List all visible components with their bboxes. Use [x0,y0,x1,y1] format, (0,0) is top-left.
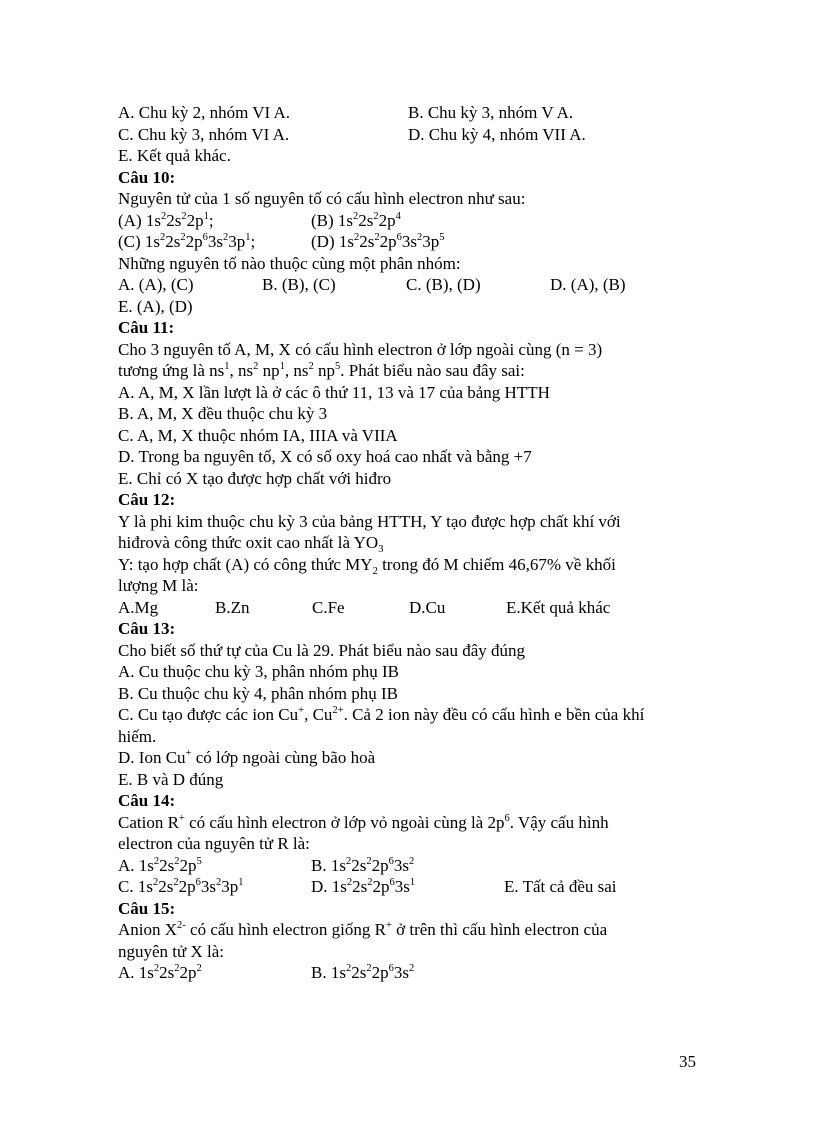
q12-stem-line-2: hiđrovà công thức oxit cao nhất là $YO_3$ [118,533,384,555]
q11-stem-line-2: tương ứng là $ns^1$, $ns^2$ $np^1$, $ns^2$ $np^5$. Phát biểu nào sau đây sai: [118,361,525,380]
q14-title: Câu 14: [118,791,176,810]
q9-option-d: D. Chu kỳ 4, nhóm VII A. [408,124,586,144]
q9-options-row-1 [118,102,718,124]
q10-question: Những nguyên tố nào thuộc cùng một phân nhóm: [118,253,461,273]
q11-option-e: E. Chỉ có X tạo được hợp chất với hiđro [118,468,392,488]
q9-option-c: C. Chu kỳ 3, nhóm VI A. [118,124,290,144]
q12-option-a: A.Mg [118,597,159,617]
q12-stem-line-3: Y: tạo hợp chất (A) có công thức $MY_2$ trong đó M chiếm 46,67% về khối [118,554,616,577]
q11-option-b: B. A, M, X đều thuộc chu kỳ 3 [118,404,328,423]
q10-config-c: (C) $1s^22s^22p^63s^23p^1$; [118,232,256,251]
q10-option-a: A. (A), (C) [118,275,194,294]
q10-option-c: C. (B), (D) [406,275,481,294]
q13-title: Câu 13: [118,619,176,638]
q12-options-row [118,597,718,619]
q13-option-c-line-1: C. Cu tạo được các ion Cu+, $Cu^{2+}$. Cả 2 ion này đều có cấu hình e bền của khí [118,705,645,724]
q10-config-d: (D) $1s^22s^22p^63s^23p^5$ [311,232,445,251]
q12-option-e: E.Kết quả khác [506,597,611,617]
q9-option-e: E. Kết quả khác. [118,146,231,165]
q11-title: Câu 11: [118,318,175,337]
q9-option-b: B. Chu kỳ 3, nhóm V A. [408,103,574,122]
q10-config-b: (B) $1s^22s^22p^4$ [311,210,401,230]
q10-stem: Nguyên tử của 1 số nguyên tố có cấu hình electron như sau: [118,189,526,208]
q11-option-a: A. A, M, X lần lượt là ở các ô thứ 11, 13 và 17 của bảng HTTH [118,382,550,402]
q12-option-b: B.Zn [215,597,250,617]
q12-option-d: D.Cu [409,597,446,617]
q13-option-e: E. B và D đúng [118,769,224,789]
q10-option-b: B. (B), (C) [262,275,336,294]
q13-stem: Cho biết số thứ tự của Cu là 29. Phát biểu nào sau đây đúng [118,640,526,660]
q11-option-c: C. A, M, X thuộc nhóm IA, IIIA và VIIA [118,425,398,445]
q15-stem-line-2: nguyên tử X là: [118,941,225,961]
q9-option-a: A. Chu kỳ 2, nhóm VI A. [118,103,291,122]
q14-options-row-2 [118,876,718,898]
q14-stem-line-2: electron của nguyên tử R là: [118,834,310,853]
q14-stem-line-1: Cation R+ có cấu hình electron ở lớp vỏ ngoài cùng là $2p^6$. Vậy cấu hình [118,812,609,832]
q13-option-d: D. Ion Cu+ có lớp ngoài cùng bão hoà [118,748,376,767]
q12-stem-line-4: lượng M là: [118,576,199,595]
q13-option-c-line-2: hiếm. [118,726,157,746]
q14-option-e: E. Tất cả đều sai [504,877,617,896]
q15-option-a: A. $1s^22s^22p^2$ [118,963,202,982]
q12-title: Câu 12: [118,490,176,509]
q10-option-d: D. (A), (B) [550,275,626,294]
page-content [118,102,718,984]
q10-title: Câu 10: [118,167,176,187]
q10-configs-row-2 [118,231,718,253]
q9-options-row-2 [118,124,718,146]
q14-option-a: A. $1s^22s^22p^5$ [118,855,202,875]
q15-option-b: B. $1s^22s^22p^63s^2$ [311,963,415,982]
q15-title: Câu 15: [118,898,176,918]
q10-options-row [118,274,718,296]
q13-option-b: B. Cu thuộc chu kỳ 4, phân nhóm phụ IB [118,683,399,703]
q12-option-c: C.Fe [312,597,345,617]
page-number: 35 [679,1052,696,1071]
q10-config-a: (A) $1s^22s^22p^1$; [118,210,214,230]
q11-option-d: D. Trong ba nguyên tố, X có số oxy hoá cao nhất và bằng +7 [118,447,532,466]
q15-stem-line-1: Anion $X^{2-}$ có cấu hình electron giống R+ ở trên thì cấu hình electron của [118,920,608,939]
q11-stem-line-1: Cho 3 nguyên tố A, M, X có cấu hình electron ở lớp ngoài cùng (n = 3) [118,339,603,359]
q14-option-c: C. $1s^22s^22p^63s^23p^1$ [118,877,244,896]
q14-options-row-1 [118,855,718,877]
q15-options-row-1 [118,962,718,984]
q14-option-d: D. $1s^22s^22p^63s^1$ [311,877,416,896]
q12-stem-line-1: Y là phi kim thuộc chu kỳ 3 của bảng HTTH, Y tạo được hợp chất khí với [118,511,621,531]
q14-option-b: B. $1s^22s^22p^63s^2$ [311,855,415,875]
q10-option-e: E. (A), (D) [118,296,193,316]
q10-configs-row-1 [118,210,718,232]
q13-option-a: A. Cu thuộc chu kỳ 3, phân nhóm phụ IB [118,662,399,681]
